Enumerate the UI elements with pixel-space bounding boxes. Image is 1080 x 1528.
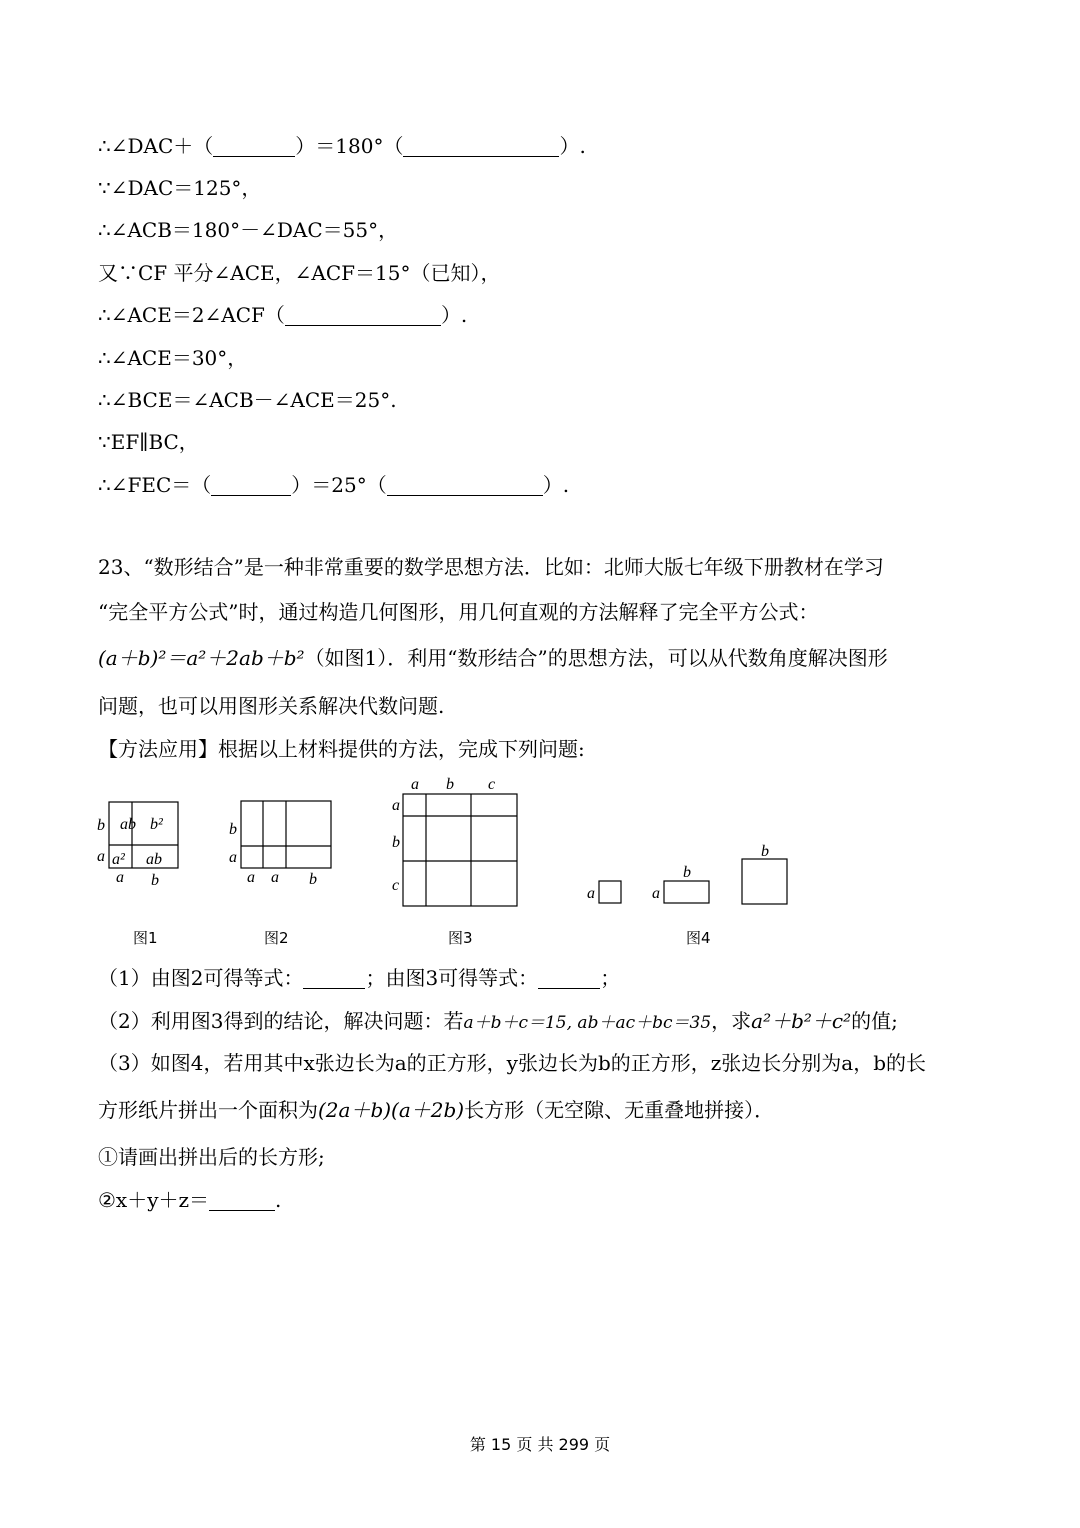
fig1-cell-ab: ab (120, 816, 136, 833)
q23-para-1: 23、“数形结合”是一种非常重要的数学思想方法．比如：北师大版七年级下册教材在学习 (98, 555, 884, 579)
q-text: ，求 (711, 1009, 752, 1033)
sub-question-3-item-2 (98, 1184, 982, 1213)
fig4-label-b1: b (683, 864, 691, 881)
fig1-cell-ab2: ab (146, 851, 162, 868)
area-formula: (2a＋b)(a＋2b) (318, 1098, 465, 1122)
fig3-left-c: c (392, 877, 400, 894)
proof-text: ∴∠FEC＝（ (98, 473, 212, 497)
sub-question-2 (98, 1005, 982, 1034)
proof-text: ）. (559, 134, 586, 158)
proof-line-1 (98, 131, 586, 161)
fig1-left-a: a (97, 848, 105, 865)
fig3-top-b: b (446, 776, 454, 793)
answer-blank[interactable] (403, 136, 559, 157)
fig1-left-b: b (97, 817, 105, 834)
fig4-caption: 图4 (686, 929, 711, 947)
fig3-top-c: c (488, 776, 496, 793)
fig1-bottom-b: b (151, 872, 159, 889)
proof-line-2: ∵∠DAC＝125°， (98, 176, 262, 200)
q23-text: （如图1）．利用“数形结合”的思想方法，可以从代数角度解决图形 (304, 646, 888, 670)
sub-question-3-line-1: （3）如图4，若用其中x张边长为a的正方形，y张边长为b的正方形，z张边长分别为a，b的长 (98, 1051, 927, 1075)
q-text: . (275, 1188, 282, 1212)
q-text: ②x＋y＋z＝ (98, 1188, 210, 1212)
fig4-label-a1: a (587, 885, 595, 902)
fig3-left-a: a (392, 797, 400, 814)
fig1-bottom-a: a (116, 869, 124, 886)
page-footer: 第 15 页 共 299 页 (469, 1435, 611, 1454)
proof-text: ）. (440, 303, 468, 327)
fig2-left-a: a (229, 849, 237, 866)
fig2-bottom-b: b (309, 871, 317, 888)
answer-blank[interactable] (209, 1190, 275, 1211)
q23-para-5: 【方法应用】根据以上材料提供的方法，完成下列问题: (98, 737, 585, 761)
proof-text: ）＝180°（ (295, 134, 404, 158)
sub-question-3-line-2 (98, 1094, 982, 1123)
figure-2 (241, 801, 331, 868)
q-text: ； (600, 966, 621, 990)
fig4-label-a2: a (652, 885, 660, 902)
q-text: 方形纸片拼出一个面积为 (98, 1098, 318, 1122)
proof-line-4: 又∵CF 平分∠ACE，∠ACF＝15°（已知）， (98, 261, 501, 285)
target-formula: a²＋b²＋c² (751, 1009, 852, 1033)
q-text: 的值; (851, 1009, 898, 1033)
q-text: （1）由图2可得等式： (98, 966, 304, 990)
proof-line-3: ∴∠ACB＝180°－∠DAC＝55°， (98, 218, 399, 242)
fig2-left-b: b (229, 821, 237, 838)
fig2-bottom-a1: a (247, 869, 255, 886)
proof-line-8: ∵EF∥BC， (98, 430, 199, 454)
answer-blank[interactable] (538, 968, 600, 989)
q-text: 长方形（无空隙、无重叠地拼接）． (464, 1098, 775, 1122)
q23-para-4: 问题，也可以用图形关系解决代数问题. (98, 694, 445, 718)
sub-question-1 (98, 962, 982, 991)
q23-para-2: “完全平方公式”时，通过构造几何图形，用几何直观的方法解释了完全平方公式： (98, 600, 819, 624)
formula-square-sum: (a＋b)²＝a²＋2ab＋b² (98, 646, 305, 670)
proof-line-7: ∴∠BCE＝∠ACB－∠ACE＝25°. (98, 388, 397, 412)
proof-line-9 (98, 470, 569, 500)
fig4-label-b2: b (761, 843, 769, 860)
fig2-caption: 图2 (264, 929, 289, 947)
proof-text: ）. (542, 473, 570, 497)
figure-4 (599, 859, 787, 904)
q23-para-3 (98, 642, 982, 671)
condition-formula: a＋b＋c＝15, ab＋ac＋bc＝35 (463, 1013, 712, 1033)
fig2-bottom-a2: a (271, 869, 279, 886)
answer-blank[interactable] (211, 475, 291, 496)
proof-text: ）＝25°（ (291, 473, 387, 497)
proof-text: ∴∠DAC＋（ (98, 134, 214, 158)
answer-blank[interactable] (285, 305, 441, 326)
fig3-top-a: a (411, 776, 419, 793)
sub-question-3-item-1: ①请画出拼出后的长方形; (98, 1145, 325, 1169)
q-text: ；由图3可得等式： (365, 966, 539, 990)
figures-area (0, 770, 1080, 970)
proof-line-6: ∴∠ACE＝30°， (98, 346, 248, 370)
answer-blank[interactable] (387, 475, 543, 496)
answer-blank[interactable] (303, 968, 365, 989)
q-text: （2）利用图3得到的结论，解决问题：若 (98, 1009, 464, 1033)
figure-3 (403, 794, 517, 906)
fig1-cell-a2: a² (112, 851, 125, 868)
answer-blank[interactable] (213, 136, 295, 157)
proof-text: ∴∠ACE＝2∠ACF（ (98, 303, 285, 327)
proof-line-5 (98, 300, 467, 330)
fig3-left-b: b (392, 834, 400, 851)
fig3-caption: 图3 (448, 929, 473, 947)
fig1-caption: 图1 (133, 929, 158, 947)
fig1-cell-b2: b² (150, 816, 163, 833)
